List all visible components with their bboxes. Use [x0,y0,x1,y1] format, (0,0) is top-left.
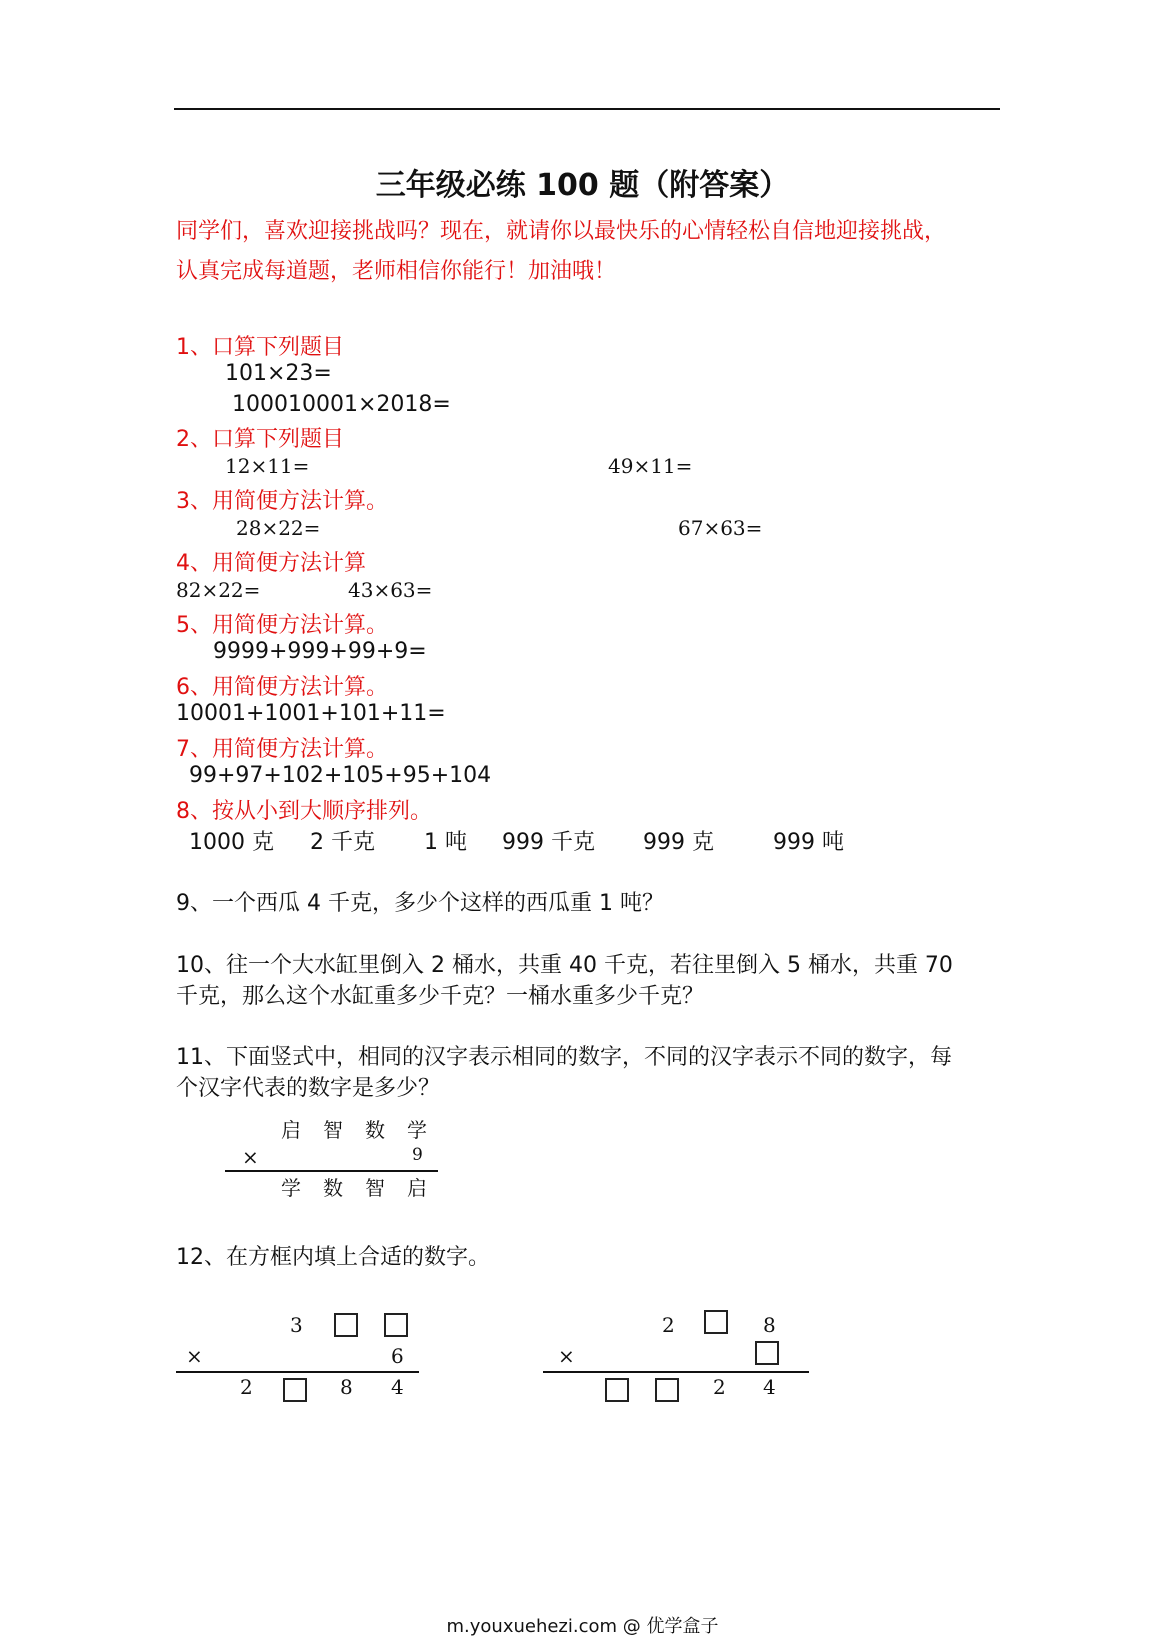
q11-top-digit: 学 [407,1118,427,1142]
q4-expr-2: 43×63= [348,578,433,602]
q4-label: 4、用简便方法计算 [176,551,366,576]
q11-bottom-digit: 智 [365,1176,385,1200]
q11-times-sign: × [242,1145,259,1169]
q2-expr-2: 49×11= [608,454,693,478]
footer-source: m.youxuehezi.com @ 优学盒子 [446,1616,719,1637]
q12-right-blank-box[interactable] [655,1378,679,1402]
q12-right-digit: 8 [763,1313,776,1337]
q12-left-blank-box[interactable] [384,1313,408,1337]
q12-right-digit: 2 [662,1313,675,1337]
q12-right-blank-box[interactable] [605,1378,629,1402]
q10-line-1: 10、往一个大水缸里倒入 2 桶水，共重 40 千克，若往里倒入 5 桶水，共重 70 [176,953,953,978]
q3-expr-2: 67×63= [678,516,763,540]
q6-expr-1: 10001+1001+101+11= [176,701,446,726]
q11-bottom-digit: 数 [323,1176,343,1200]
q8-item: 999 克 [643,830,714,855]
q8-item: 999 吨 [773,830,844,855]
q5-expr-1: 9999+999+99+9= [213,639,427,664]
q11-top-digit: 启 [281,1118,301,1142]
q6-label: 6、用简便方法计算。 [176,675,388,700]
q11-line-2: 个汉字代表的数字是多少？ [176,1076,441,1101]
q12-right-times-sign: × [558,1344,575,1368]
q12-left-blank-box[interactable] [334,1313,358,1337]
q12-label: 12、在方框内填上合适的数字。 [176,1245,490,1270]
q1-expr-1: 101×23= [225,361,332,386]
q12-right-digit: 2 [713,1375,726,1399]
q8-label: 8、按从小到大顺序排列。 [176,799,432,824]
q12-right-blank-box[interactable] [704,1310,728,1334]
q11-top-digit: 数 [365,1118,385,1142]
q11-bottom-digit: 学 [281,1176,301,1200]
q12-left-digit: 3 [290,1313,303,1337]
q1-expr-2: 100010001×2018= [232,392,451,417]
q12-right-sum-line [543,1371,809,1373]
q4-expr-1: 82×22= [176,578,261,602]
q12-right-digit: 4 [763,1375,776,1399]
intro-line-2: 认真完成每道题，老师相信你能行！加油哦！ [176,259,617,284]
q11-bottom-digit: 启 [407,1176,427,1200]
q1-label: 1、口算下列题目 [176,335,344,360]
q8-item: 2 千克 [310,830,375,855]
q12-left-blank-box[interactable] [283,1378,307,1402]
header-rule [174,108,1000,110]
q10-line-2: 千克，那么这个水缸重多少千克？一桶水重多少千克？ [176,984,705,1009]
q2-expr-1: 12×11= [225,454,310,478]
q12-left-digit: 2 [240,1375,253,1399]
q11-line-1: 11、下面竖式中，相同的汉字表示相同的数字，不同的汉字表示不同的数字，每 [176,1045,952,1070]
q12-left-times-sign: × [186,1344,203,1368]
q12-left-digit: 4 [391,1375,404,1399]
q9-text: 9、一个西瓜 4 千克，多少个这样的西瓜重 1 吨？ [176,891,664,916]
q2-label: 2、口算下列题目 [176,427,344,452]
q11-multiplier: 9 [412,1145,423,1165]
q8-item: 999 千克 [502,830,595,855]
q12-right-blank-box[interactable] [755,1341,779,1365]
q7-expr-1: 99+97+102+105+95+104 [189,763,492,788]
q12-left-multiplier: 6 [391,1344,404,1368]
q5-label: 5、用简便方法计算。 [176,613,388,638]
q12-left-sum-line [176,1371,419,1373]
q8-item: 1 吨 [424,830,467,855]
q11-top-digit: 智 [323,1118,343,1142]
q3-label: 3、用简便方法计算。 [176,489,388,514]
q3-expr-1: 28×22= [236,516,321,540]
intro-line-1: 同学们，喜欢迎接挑战吗？现在，就请你以最快乐的心情轻松自信地迎接挑战， [176,219,947,244]
q8-item: 1000 克 [189,830,274,855]
q7-label: 7、用简便方法计算。 [176,737,388,762]
page-title: 三年级必练 100 题（附答案） [375,168,790,203]
q12-left-digit: 8 [340,1375,353,1399]
